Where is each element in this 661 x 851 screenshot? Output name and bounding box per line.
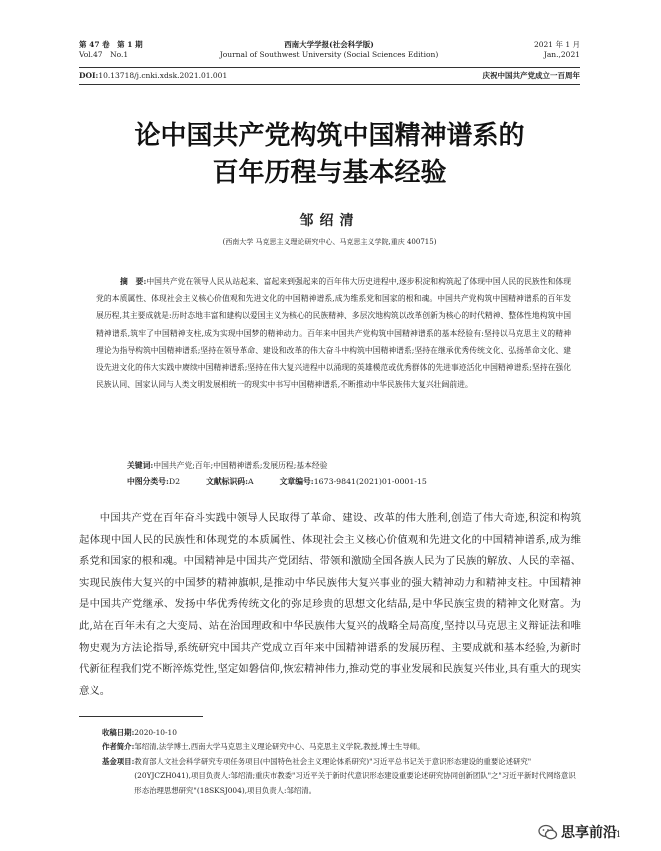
title-line-2: 百年历程与基本经验 xyxy=(212,158,447,188)
received-value: 2020-10-10 xyxy=(134,728,177,737)
watermark-text: 思享前沿 xyxy=(561,825,617,841)
doc-code-label: 文献标识码: xyxy=(206,477,248,486)
abstract-label: 摘 要: xyxy=(120,277,147,286)
doi-value[interactable]: 10.13718/j.cnki.xdsk.2021.01.001 xyxy=(98,71,228,80)
doi xyxy=(79,71,227,81)
article-number-label: 文章编号: xyxy=(279,477,314,486)
page-number: 1 xyxy=(616,830,622,839)
article-title xyxy=(79,118,580,192)
keywords-text: 中国共产党;百年;中国精神谱系;发展历程;基本经验 xyxy=(153,461,328,470)
journal-header xyxy=(79,40,580,66)
funding-value: 教育部人文社会科学研究专项任务项目(中国特色社会主义理论体系研究)"习近平总书记关于意识形态建设的重要论述研究"(20YJCZH041),项目负责人:邹绍清;重庆市教委"习近平关于新时代意识形态建设重要论述研究协同创新团队"之"习近平新时代网络意识形态治理思想研究"(18SKSJ004),项目负责人:邹绍清。 xyxy=(134,756,576,795)
doi-rule xyxy=(79,84,580,85)
author-name: 邹绍清 xyxy=(299,213,360,229)
clc-label: 中图分类号: xyxy=(127,477,169,486)
author-affiliation: (西南大学 马克思主义理论研究中心、马克思主义学院,重庆 400715) xyxy=(222,238,437,246)
funding xyxy=(102,755,580,798)
keywords xyxy=(127,460,567,472)
abstract-text: 中国共产党在领导人民从站起来、富起来到强起来的百年伟大历史进程中,逐步积淀和构筑起了体现中国人民的民族性和体现党的本质属性、体现社会主义核心价值观和先进文化的中国精神谱系,成为维系党和国家的根和魂。中国共产党构筑中国精神谱系的百年发展历程,其主要成就是:历时态地丰富和建构以爱国主义为核心的民族精神、多层次地构筑以改革创新为核心的时代精神、整体性地构筑中国精神谱系,筑牢了中国精神支柱,成为实现中国梦的精神动力。百年来中国共产党构筑中国精神谱系的基本经验有:坚持以马克思主义的精神理论为指导构筑中国精神谱系;坚持在领导革命、建设和改革的伟大奋斗中构筑中国精神谱系;坚持在继承优秀传统文化、弘扬革命文化、建设先进文化的伟大实践中赓续中国精神谱系;坚持在伟大复兴进程中以涌现的英雄模范或优秀群体的先进事迹活化中国精神谱系;坚持在强化民族认同、国家认同与人类文明发展相统一的现实中书写中国精神谱系,不断推动中华民族伟大复兴壮阔前进。 xyxy=(96,277,571,390)
issue-date-en: Jan.,2021 xyxy=(543,50,580,59)
journal-name xyxy=(199,40,459,60)
issue-date-cn: 2021 年 1 月 xyxy=(533,40,580,49)
article-number-value: 1673-9841(2021)01-0001-15 xyxy=(313,477,427,486)
classification-line xyxy=(127,476,567,488)
volume-info xyxy=(79,40,143,60)
watermark xyxy=(538,822,617,842)
volume-issue-en: Vol.47 No.1 xyxy=(79,50,129,59)
author-bio xyxy=(102,740,580,754)
received-label: 收稿日期: xyxy=(102,728,135,737)
author-bio-label: 作者简介: xyxy=(102,742,135,752)
footnotes xyxy=(102,726,580,798)
clc-value: D2 xyxy=(168,477,181,486)
title-line-1: 论中国共产党构筑中国精神谱系的 xyxy=(134,121,525,151)
author-bio-value: 邹绍清,法学博士,西南大学马克思主义理论研究中心、马克思主义学院,教授,博士生导师。 xyxy=(134,742,425,752)
body-paragraph: 中国共产党在百年奋斗实践中领导人民取得了革命、建设、改革的伟大胜利,创造了伟大奇迹,积淀和构筑起体现中国人民的民族性和体现党的本质属性、体现社会主义核心价值观和先进文化的中国精神谱系,成为维系党和国家的根和魂。中国精神是中国共产党团结、带领和激励全国各族人民为了民族的解放、人民的幸福、实现民族伟大复兴的中国梦的精神旗帜,是推动中华民族伟大复兴事业的强大精神动力和精神支柱。中国精神是中国共产党继承、发扬中华优秀传统文化的弥足珍贵的思想文化结晶,是中华民族宝贵的精神文化财富。为此,站在百年未有之大变局、站在治国理政和中华民族伟大复兴的战略全局高度,坚持以马克思主义辩证法和唯物史观为方法论指导,系统研究中国共产党成立百年来中国精神谱系的发展历程、主要成就和基本经验,为新时代新征程我们党不断淬炼党性,坚定如磐信仰,恢宏精神伟力,推动党的事业发展和民族复兴伟业,具有重大的现实意义。 xyxy=(79,512,581,697)
running-title: 庆祝中国共产党成立一百周年 xyxy=(482,71,580,80)
wechat-icon xyxy=(538,824,558,841)
doi-label: DOI: xyxy=(79,71,99,80)
header-rule xyxy=(79,67,580,68)
abstract xyxy=(96,273,571,393)
funding-label: 基金项目: xyxy=(102,756,135,766)
issue-date xyxy=(534,40,580,60)
keywords-label: 关键词: xyxy=(127,461,154,470)
journal-name-en: Journal of Southwest University (Social Sciences Edition) xyxy=(219,50,439,59)
footnote-rule xyxy=(79,716,203,717)
received-date xyxy=(102,726,580,740)
volume-issue-cn: 第 47 卷 第 1 期 xyxy=(79,40,143,49)
doc-code-value: A xyxy=(247,477,254,486)
journal-name-cn: 西南大学学报(社会科学版) xyxy=(284,40,374,49)
